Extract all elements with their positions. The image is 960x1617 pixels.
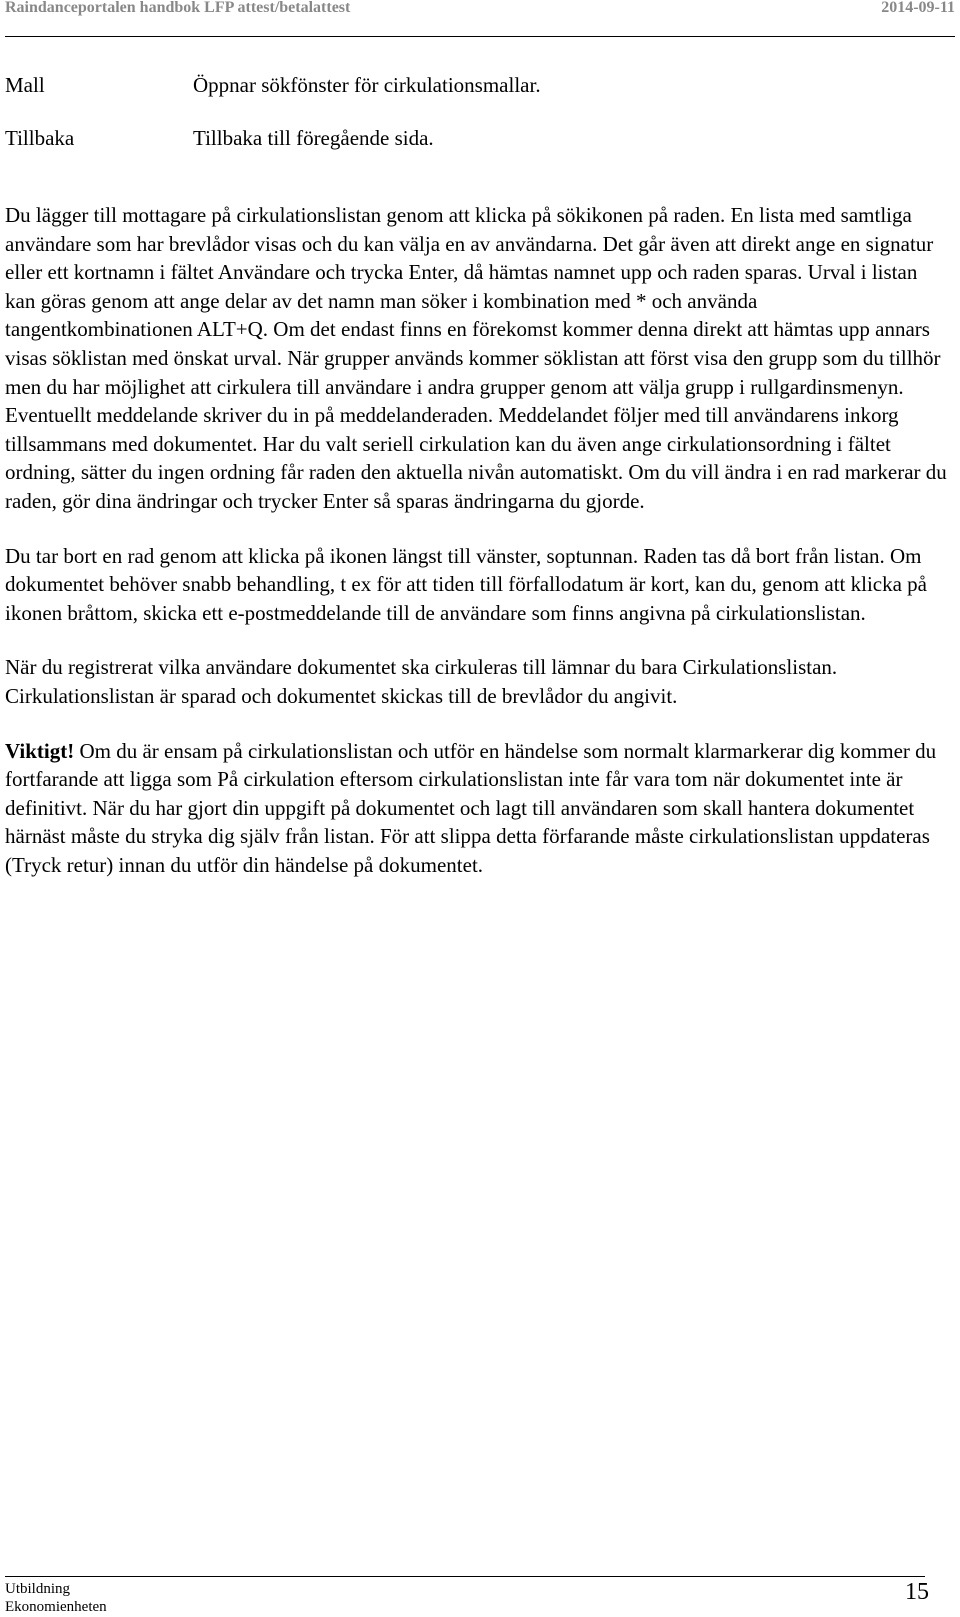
header-title: Raindanceportalen handbok LFP attest/betalattest	[5, 0, 351, 16]
important-label: Viktigt!	[5, 738, 75, 763]
paragraph-add-recipients: Du lägger till mottagare på cirkulationslistan genom att klicka på sökikonen på raden. En lista med samtliga användare som har brevlådor visas och du kan välja en av användarna. Det går även att direkt ange en signatur eller ett kortnamn i fältet Användare och trycka Enter, då hämtas namnet upp och raden sparas. Urval i listan kan göras genom att ange delar av det namn man söker i kombination med * och använda tangentkombinationen ALT+Q. Om det endast finns en förekomst kommer denna direkt att hämtas upp annars visas söklistan med önskat urval. När grupper används kommer söklistan att först visa den grupp som du tillhör men du har möjlighet att cirkulera till användare i andra grupper genom att välja grupp i rullgardinsmenyn. Eventuellt meddelande skriver du in på meddelanderaden. Meddelandet följer med till användarens inkorg tillsammans med dokumentet. Har du valt seriell cirkulation kan du även ange cirkulationsordning i fältet ordning, sätter du ingen ordning får raden den aktuella nivån automatiskt. Om du vill ändra i en rad markerar du raden, gör dina ändringar och trycker Enter så sparas ändringarna du gjorde.	[5, 203, 947, 513]
definition-term: Mall	[5, 73, 45, 97]
footer-line-2: Ekonomienheten	[5, 1599, 107, 1615]
body-text	[5, 201, 947, 905]
footer-organization	[5, 1580, 107, 1616]
definition-description: Tillbaka till föregående sida.	[193, 126, 434, 150]
paragraph-remove-row: Du tar bort en rad genom att klicka på ikonen längst till vänster, soptunnan. Raden tas då bort från listan. Om dokumentet behöver snabb behandling, t ex för att tiden till förfallodatum är kort, kan du, genom att klicka på ikonen bråttom, skicka ett e-postmeddelande till de användare som finns angivna på cirkulationslistan.	[5, 543, 927, 625]
important-text: Om du är ensam på cirkulationslistan och utför en händelse som normalt klarmarkerar dig kommer du fortfarande att ligga som På cirkulation eftersom cirkulationslistan inte får vara tom när dokumentet inte är definitivt. När du har gjort din uppgift på dokumentet och lagt till användaren som skall hantera dokumentet härnäst måste du stryka dig själv från listan. För att slippa detta förfarande måste cirkulationslistan uppdateras (Tryck retur) innan du utför din händelse på dokumentet.	[5, 738, 937, 877]
header-date: 2014-09-11	[881, 0, 955, 16]
page-footer	[5, 1576, 955, 1616]
paragraph-important	[5, 737, 947, 880]
page-header	[5, 0, 955, 37]
definition-term: Tillbaka	[5, 126, 75, 150]
footer-divider	[5, 1576, 925, 1577]
paragraph-finish: När du registrerat vilka användare dokumentet ska cirkuleras till lämnar du bara Cirkulationslistan. Cirkulationslistan är sparad och dokumentet skickas till de brevlådor du angivit.	[5, 655, 838, 708]
definition-description: Öppnar sökfönster för cirkulationsmallar.	[193, 73, 541, 97]
page-number: 15	[905, 1579, 929, 1605]
footer-line-1: Utbildning	[5, 1581, 71, 1597]
